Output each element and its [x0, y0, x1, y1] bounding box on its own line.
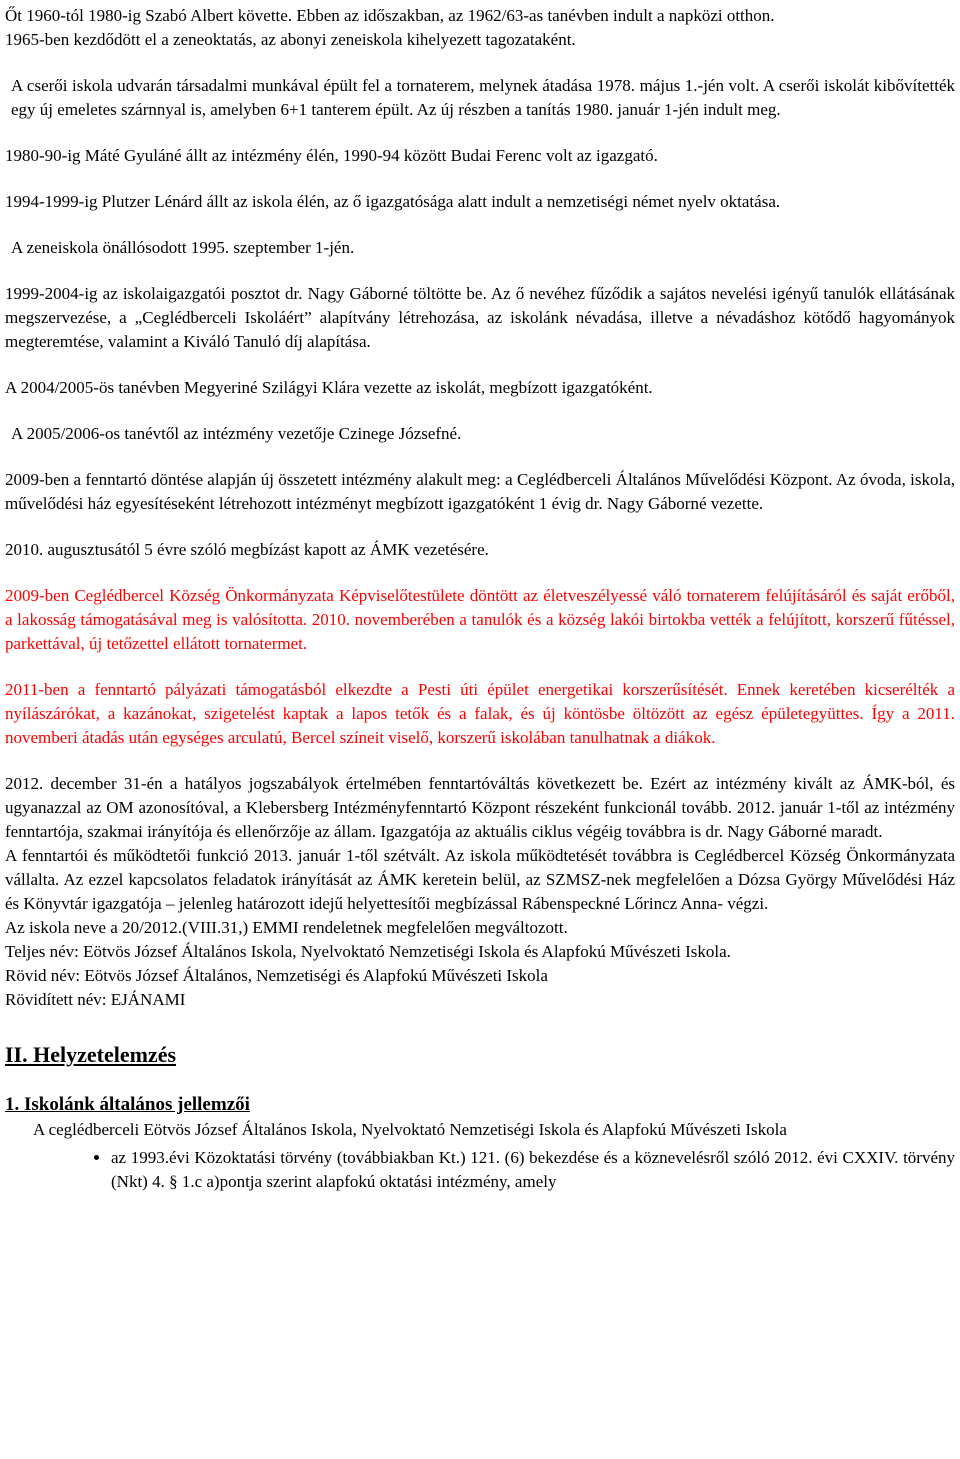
paragraph-directors-1994: 1994-1999-ig Plutzer Lénárd állt az iskola élén, az ő igazgatósága alatt indult a nemzetiségi német nyelv oktatása.	[5, 192, 781, 211]
lead-paragraph: A ceglédberceli Eötvös József Általános Iskola, Nyelvoktató Nemzetiségi Iskola és Alapfokú Művészeti Iskola	[33, 1120, 787, 1139]
paragraph-music-school-1995: A zeneiskola önállósodott 1995. szeptember 1-jén.	[11, 238, 355, 257]
paragraph-short-name: Rövid név: Eötvös József Általános, Nemzetiségi és Alapfokú Művészeti Iskola	[5, 966, 548, 985]
paragraph-mandate-2010: 2010. augusztusától 5 évre szóló megbízást kapott az ÁMK vezetésére.	[5, 540, 489, 559]
paragraph-director-1999: 1999-2004-ig az iskolaigazgatói posztot dr. Nagy Gáborné töltötte be. Az ő nevéhez fűződik a sajátos nevelési igényű tanulók ellátásának megszervezése, a „Ceglédberceli Iskoláért” alapítvány létrehozása, az iskolánk névadása, illetve a névadáshoz kötődő hagyományok megteremtése, valamint a Kiváló Tanuló díj alapítása.	[5, 284, 955, 351]
section-title: II. Helyzetelemzés	[5, 1042, 177, 1067]
bullet-list	[5, 1146, 955, 1194]
paragraph-full-name: Teljes név: Eötvös József Általános Iskola, Nyelvoktató Nemzetiségi Iskola és Alapfokú Művészeti Iskola.	[5, 942, 731, 961]
paragraph-amk-2009: 2009-ben a fenntartó döntése alapján új összetett intézmény alakult meg: a Ceglédberceli Általános Művelődési Központ. Az óvoda, iskola, művelődési ház egyesítéseként létrehozott intézményt megbízott igazgatóként 1 évig dr. Nagy Gáborné vezette.	[5, 470, 955, 513]
paragraph-directors-1980: 1980-90-ig Máté Gyuláné állt az intézmény élén, 1990-94 között Budai Ferenc volt az igazgató.	[5, 146, 658, 165]
subsection-title: 1. Iskolánk általános jellemzői	[5, 1094, 250, 1115]
paragraph-maintainer-change-2012: 2012. december 31-én a hatályos jogszabályok értelmében fenntartóváltás következett be. Ezért az intézmény kivált az ÁMK-ból, és ugyanazzal az OM azonosítóval, a Klebersberg Intézményfenntartó Központ részeként funkcionál tovább. 2012. január 1-től az intézmény fenntartója, szakmai irányítója és ellenőrzője az állam. Igazgatója az aktuális ciklus végéig továbbra is dr. Nagy Gáborné maradt.	[5, 774, 955, 841]
paragraph-director-2004: A 2004/2005-ös tanévben Megyeriné Szilágyi Klára vezette az iskolát, megbízott igazgatóként.	[5, 378, 653, 397]
paragraph-gym-renovation-2009: 2009-ben Ceglédbercel Község Önkormányzata Képviselőtestülete döntött az életveszélyessé váló tornaterem felújításáról és saját erőből, a lakosság támogatásával meg is valósította. 2010. novemberében a tanulók és a község lakói birtokba vették a felújított, korszerű fűtéssel, parkettával, új tetőzettel ellátott tornatermet.	[5, 586, 955, 653]
list-item: • az 1993.évi Közoktatási törvény (továbbiakban Kt.) 121. (6) bekezdése és a köznevelésről szóló 2012. évi CXXIV. törvény (Nkt) 4. § 1.c a)pontja szerint alapfokú oktatási intézmény, amely	[111, 1146, 955, 1194]
paragraph-school-name-change: Az iskola neve a 20/2012.(VIII.31,) EMMI rendeletnek megfelelően megváltozott.	[5, 918, 568, 937]
paragraph-gym-1978: A cserői iskola udvarán társadalmi munkával épült fel a tornaterem, melynek átadása 1978. május 1.-jén volt. A cserői iskolát kibővítették egy új emeletes szárnnyal is, amelyben 6+1 tanterem épült. Az új részben a tanítás 1980. január 1-jén indult meg.	[11, 76, 955, 119]
paragraph-history-1960: Őt 1960-tól 1980-ig Szabó Albert követte. Ebben az időszakban, az 1962/63-as tanévben indult a napközi otthon.	[5, 6, 775, 25]
paragraph-music-1965: 1965-ben kezdődött el a zeneoktatás, az abonyi zeneiskola kihelyezett tagozataként.	[5, 30, 576, 49]
paragraph-operation-2013: A fenntartói és működtetői funkció 2013. január 1-től szétvált. Az iskola működtetését továbbra is Ceglédbercel Község Önkormányzata vállalta. Az ezzel kapcsolatos feladatok irányítását az ÁMK keretein belül, az SZMSZ-nek megfelelően a Dózsa György Művelődési Ház és Könyvtár igazgatója – jelenleg határozott idejű helyettesítői megbízással Rábenspeckné Lőrincz Anna- végzi.	[5, 846, 955, 913]
paragraph-abbreviated-name: Rövidített név: EJÁNAMI	[5, 990, 186, 1009]
paragraph-director-2005: A 2005/2006-os tanévtől az intézmény vezetője Czinege Józsefné.	[11, 424, 462, 443]
paragraph-energy-upgrade-2011: 2011-ben a fenntartó pályázati támogatásból elkezdte a Pesti úti épület energetikai korszerűsítését. Ennek keretében kicserélték a nyílászárókat, a kazánokat, szigetelést kaptak a lapos tetők és a falak, és új köntösbe öltözött az egész épületegyüttes. Így a 2011. novemberi átadás után egységes arculatú, Bercel színeit viselő, korszerű iskolában tanulhatnak a diákok.	[5, 680, 955, 747]
